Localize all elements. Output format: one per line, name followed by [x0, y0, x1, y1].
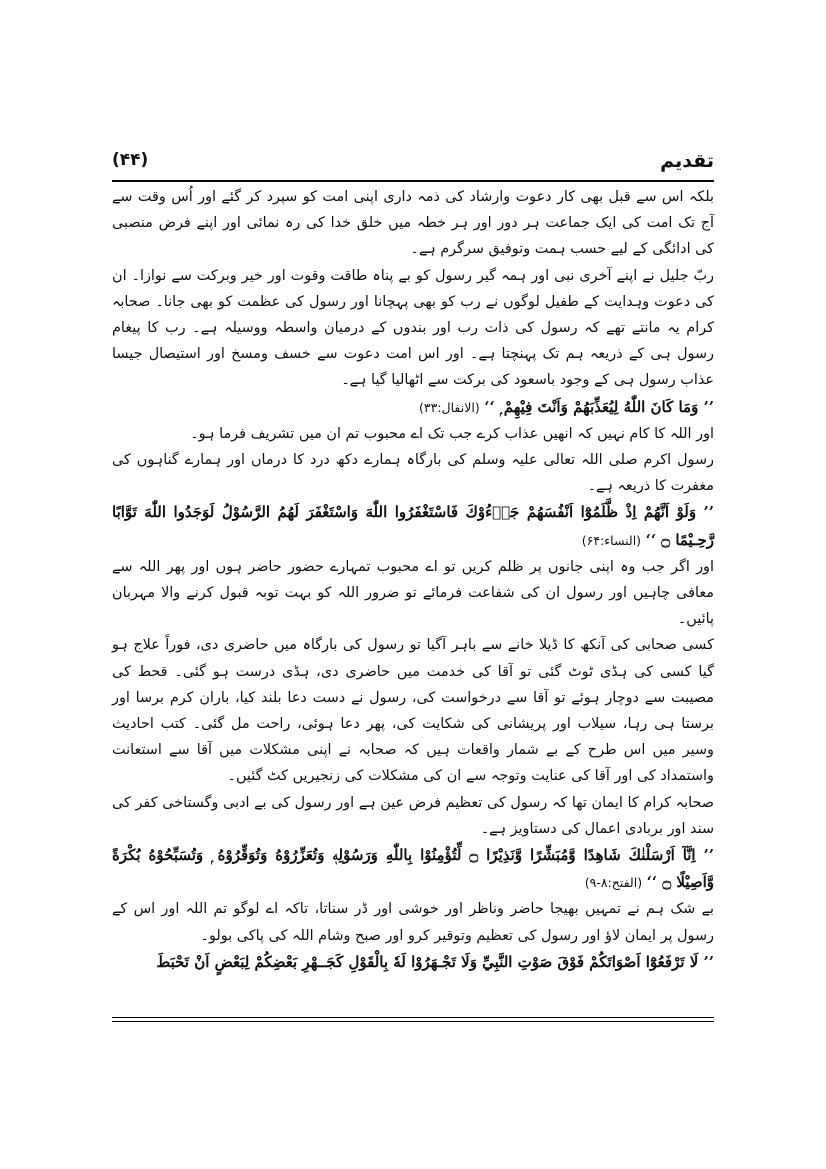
- verse-translation-nisa: اور اگر جب وہ اپنی جانوں پر ظلم کریں تو اے محبوب تمہارے حضور حاضر ہوں اور پھر اللہ سے معافی چاہیں اور رسول ان کی شفاعت فرمائے تو ضرور اللہ کو بہت توبہ قبول کرنے والا مہربان پائیں۔: [112, 558, 714, 628]
- paragraph-intercession: رسول اکرم صلی اللہ تعالی علیہ وسلم کی بارگاہ ہمارے دکھ درد کا درماں اور ہمارے گناہوں کی مغفرت کا ذریعہ ہے۔: [112, 452, 714, 495]
- header-rule: [112, 180, 714, 182]
- verse-translation-anfal: اور اللہ کا کام نہیں کہ انھیں عذاب کرے جب تک اے محبوب تم ان میں تشریف فرما ہو۔: [190, 425, 714, 442]
- page-body: [112, 184, 714, 976]
- verse-text: ’’ وَمَا كَانَ اللّٰهُ لِيُعَذِّبَهُمْ وَاَنْتَ فِيْهِمْ ۭ ‘‘: [484, 397, 714, 416]
- footer-rule: [112, 1017, 714, 1018]
- quranic-verse-fath: [112, 842, 714, 896]
- footer-rule-inner: [112, 1021, 714, 1022]
- quranic-verse-anfal: [112, 394, 714, 421]
- page-header: [112, 150, 714, 176]
- quranic-verse-hujurat: [112, 949, 714, 976]
- running-title: تقدیم: [660, 150, 714, 172]
- verse-reference: (النساء:۶۴): [581, 532, 642, 548]
- verse-reference: (الفتح:۸-۹): [584, 875, 643, 891]
- verse-text: ’’ اِنَّآ اَرْسَلْنٰكَ شَاهِدًا وَّمُبَشِّرًا وَّنَذِيْرًا ۝ لِّتُؤْمِنُوْا بِاللّٰهِ وَرَسُوْلِهٖ وَتُعَزِّرُوْهُ وَتُوَقِّرُوْهُ ۭ وَتُسَبِّحُوْهُ بُكْرَةً وَّاَصِيْلًا ۝ ‘‘: [112, 846, 715, 892]
- paragraph-opening: بلکہ اس سے قبل بھی کار دعوت وارشاد کی ذمہ داری اپنی امت کو سپرد کر گئے اور اُس وقت سے آج تک امت کی ایک جماعت ہر دور اور ہر خطہ میں خلق خدا کی رہ نمائی اور اپنے فرض منصبی کی ادائگی کے لیے حسب ہمت وتوفیق سرگرم ہے۔: [112, 189, 714, 258]
- page-number: (۴۴): [112, 150, 149, 170]
- paragraph-faith: صحابہ کرام کا ایمان تھا کہ رسول کی تعظیم فرض عین ہے اور رسول کی بے ادبی وگستاخی کفر کی سند اور بربادی اعمال کی دستاویز ہے۔: [112, 794, 714, 837]
- verse-text: ’’ لَا تَرْفَعُوْٓا اَصْوَاتَكُمْ فَوْقَ صَوْتِ النَّبِيِّ وَلَا تَجْـهَرُوْا لَهٗ بِالْقَوْلِ كَجَــهْرِ بَعْضِكُمْ لِبَعْضٍ اَنْ تَحْبَطَ: [156, 952, 714, 971]
- verse-text: ’’ وَلَوْ اَنَّهُمْ اِذْ ظَّلَمُوْٓا اَنْفُسَهُمْ جَاۗءُوْكَ فَاسْتَغْفَرُوا اللّٰهَ وَاسْتَغْفَرَ لَهُمُ الرَّسُوْلُ لَوَجَدُوا اللّٰهَ تَوَّابًا رَّحِـيْمًا ۝ ‘‘: [112, 503, 714, 549]
- verse-translation-fath: بے شک ہم نے تمہیں بھیجا حاضر وناظر اور خوشی اور ڈر سناتا، تاکہ اے لوگو تم اللہ اور اس کے رسول پر ایمان لاؤ اور رسول کی تعظیم وتوقیر کرو اور صبح وشام اللہ کی پاکی بولو۔: [112, 901, 714, 944]
- verse-reference: (الانفال:۳۳): [419, 399, 480, 415]
- quranic-verse-nisa: [112, 499, 714, 553]
- paragraph-companions: کسی صحابی کی آنکھ کا ڈیلا خانے سے باہر آگیا تو رسول کی بارگاہ میں حاضری دی، فوراً علاج ہو گیا کسی کی ہڈی ٹوٹ گئی تو آقا کی خدمت میں حاضری دی، ہڈی درست ہو گئی۔ قحط کی مصیبت سے دوچار ہوئے تو آقا سے درخواست کی، رسول نے دست دعا بلند کیا، باران کرم برسا اور برستا ہی رہا، سیلاب اور پریشانی کی شکایت کی، پھر دعا ہوئی، راحت مل گئی۔ کتب احادیث وسیر میں اس طرح کے بے شمار واقعات ہیں کہ صحابہ نے اپنی مشکلات میں آقا سے استعانت واستمداد کی اور آقا کی عنایت وتوجہ سے ان کی مشکلات کی زنجیریں کٹ گئیں۔: [112, 637, 714, 785]
- paragraph-lord: ربّ جلیل نے اپنے آخری نبی اور ہمہ گیر رسول کو بے پناہ طاقت وقوت اور خیر وبرکت سے نوازا۔ ان کی دعوت وہدایت کے طفیل لوگوں نے رب کو بھی پہچانا اور رسول کی عظمت کو بھی جانا۔ صحابہ کرام یہ مانتے تھے کہ رسول کی ذات رب اور بندوں کے درمیان واسطہ ووسیلہ ہے۔ رب کا پیغام رسول ہی کے ذریعہ ہم تک پہنچتا ہے۔ اور اس امت دعوت سے خسف ومسخ اور استیصال جیسا عذاب رسول ہی کے وجود باسعود کی برکت سے اٹھالیا گیا ہے۔: [112, 267, 714, 389]
